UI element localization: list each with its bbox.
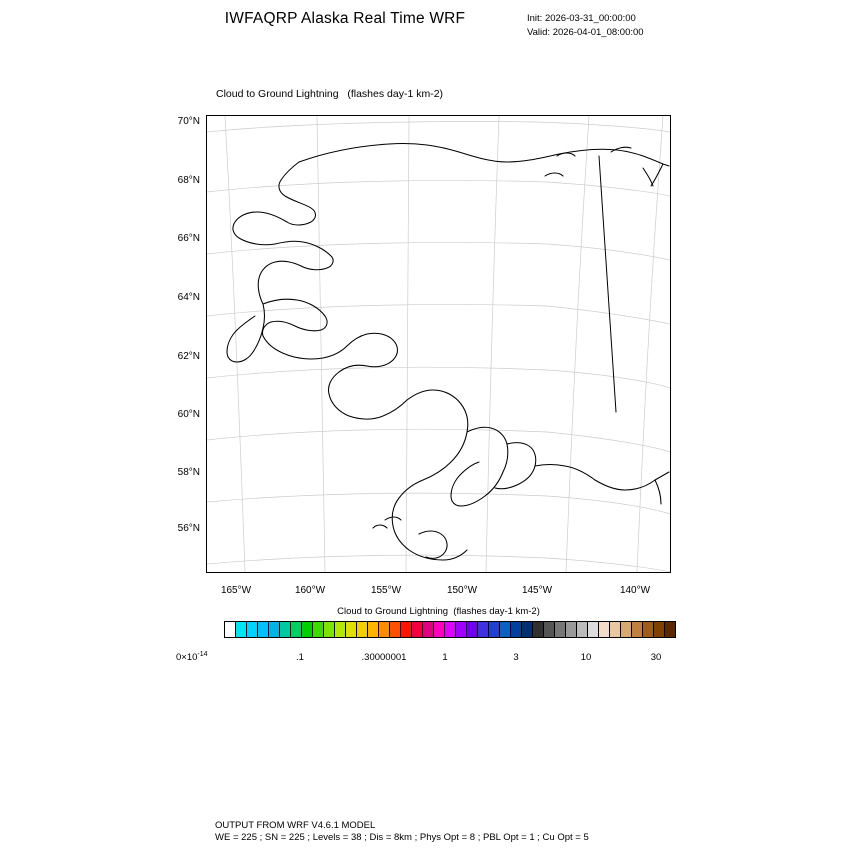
footer-config-line: WE = 225 ; SN = 225 ; Levels = 38 ; Dis = 8km ; Phys Opt = 8 ; PBL Opt = 1 ; Cu Opt = 5 <box>215 832 589 843</box>
colorbar-label-4: 3 <box>513 652 519 663</box>
colorbar-swatch-36 <box>621 622 632 637</box>
colorbar-swatch-0 <box>225 622 236 637</box>
colorbar-swatch-5 <box>280 622 291 637</box>
lon-tick-155w: 155°W <box>370 585 402 596</box>
colorbar-swatch-37 <box>632 622 643 637</box>
lat-tick-62n: 62°N <box>177 351 200 362</box>
colorbar-swatch-24 <box>489 622 500 637</box>
lon-tick-165w: 165°W <box>220 585 252 596</box>
colorbar-swatch-3 <box>258 622 269 637</box>
colorbar-label-0-text: 0×10 <box>176 652 198 664</box>
colorbar-swatch-30 <box>555 622 566 637</box>
map-panel[interactable] <box>206 115 671 573</box>
colorbar-swatch-11 <box>346 622 357 637</box>
lat-tick-56n: 56°N <box>177 523 200 534</box>
colorbar-swatch-13 <box>368 622 379 637</box>
colorbar-swatch-29 <box>544 622 555 637</box>
colorbar-swatch-32 <box>577 622 588 637</box>
colorbar-label-3: 1 <box>442 652 448 663</box>
colorbar-swatch-12 <box>357 622 368 637</box>
colorbar-swatch-34 <box>599 622 610 637</box>
colorbar-swatch-1 <box>236 622 247 637</box>
lat-tick-58n: 58°N <box>177 467 200 478</box>
lon-tick-140w: 140°W <box>619 585 651 596</box>
colorbar-swatch-19 <box>434 622 445 637</box>
colorbar-swatch-22 <box>467 622 478 637</box>
colorbar-swatch-10 <box>335 622 346 637</box>
colorbar-swatch-26 <box>511 622 522 637</box>
colorbar-swatch-40 <box>665 622 675 637</box>
colorbar-label-0-exponent: -14 <box>197 651 208 658</box>
colorbar-swatch-6 <box>291 622 302 637</box>
colorbar-swatch-17 <box>412 622 423 637</box>
footer-model-line: OUTPUT FROM WRF V4.6.1 MODEL <box>215 820 376 831</box>
colorbar-swatch-20 <box>445 622 456 637</box>
colorbar-label-1: .1 <box>296 652 304 663</box>
init-time-label: Init: 2026-03-31_00:00:00 <box>527 13 636 24</box>
colorbar-swatch-18 <box>423 622 434 637</box>
colorbar-swatch-38 <box>643 622 654 637</box>
colorbar-swatch-25 <box>500 622 511 637</box>
lat-tick-70n: 70°N <box>177 116 200 127</box>
colorbar-swatch-35 <box>610 622 621 637</box>
colorbar-swatch-39 <box>654 622 665 637</box>
lat-tick-68n: 68°N <box>177 175 200 186</box>
colorbar-label-5: 10 <box>580 652 592 663</box>
colorbar-swatch-8 <box>313 622 324 637</box>
lon-tick-150w: 150°W <box>446 585 478 596</box>
colorbar-swatch-23 <box>478 622 489 637</box>
colorbar-swatch-7 <box>302 622 313 637</box>
lat-tick-66n: 66°N <box>177 233 200 244</box>
colorbar-label-6: 30 <box>650 652 662 663</box>
colorbar-swatch-15 <box>390 622 401 637</box>
colorbar-swatch-21 <box>456 622 467 637</box>
colorbar[interactable] <box>224 621 676 638</box>
colorbar-title: Cloud to Ground Lightning (flashes day-1 km-2) <box>337 606 540 617</box>
lat-tick-60n: 60°N <box>177 409 200 420</box>
page-title: IWFAQRP Alaska Real Time WRF <box>224 10 466 27</box>
colorbar-swatch-31 <box>566 622 577 637</box>
coastline <box>227 143 669 560</box>
plot-caption: Cloud to Ground Lightning (flashes day-1 km-2) <box>216 88 444 100</box>
colorbar-swatch-16 <box>401 622 412 637</box>
lon-tick-160w: 160°W <box>294 585 326 596</box>
lon-tick-145w: 145°W <box>521 585 553 596</box>
colorbar-swatch-33 <box>588 622 599 637</box>
colorbar-swatch-9 <box>324 622 335 637</box>
colorbar-swatch-2 <box>247 622 258 637</box>
valid-time-label: Valid: 2026-04-01_08:00:00 <box>527 27 644 38</box>
colorbar-swatch-28 <box>533 622 544 637</box>
colorbar-label-0 <box>176 651 266 663</box>
lat-tick-64n: 64°N <box>177 292 200 303</box>
alaska-map-svg <box>207 116 670 572</box>
colorbar-label-2: .30000001 <box>361 652 407 663</box>
colorbar-swatch-4 <box>269 622 280 637</box>
colorbar-swatch-27 <box>522 622 533 637</box>
colorbar-swatch-14 <box>379 622 390 637</box>
